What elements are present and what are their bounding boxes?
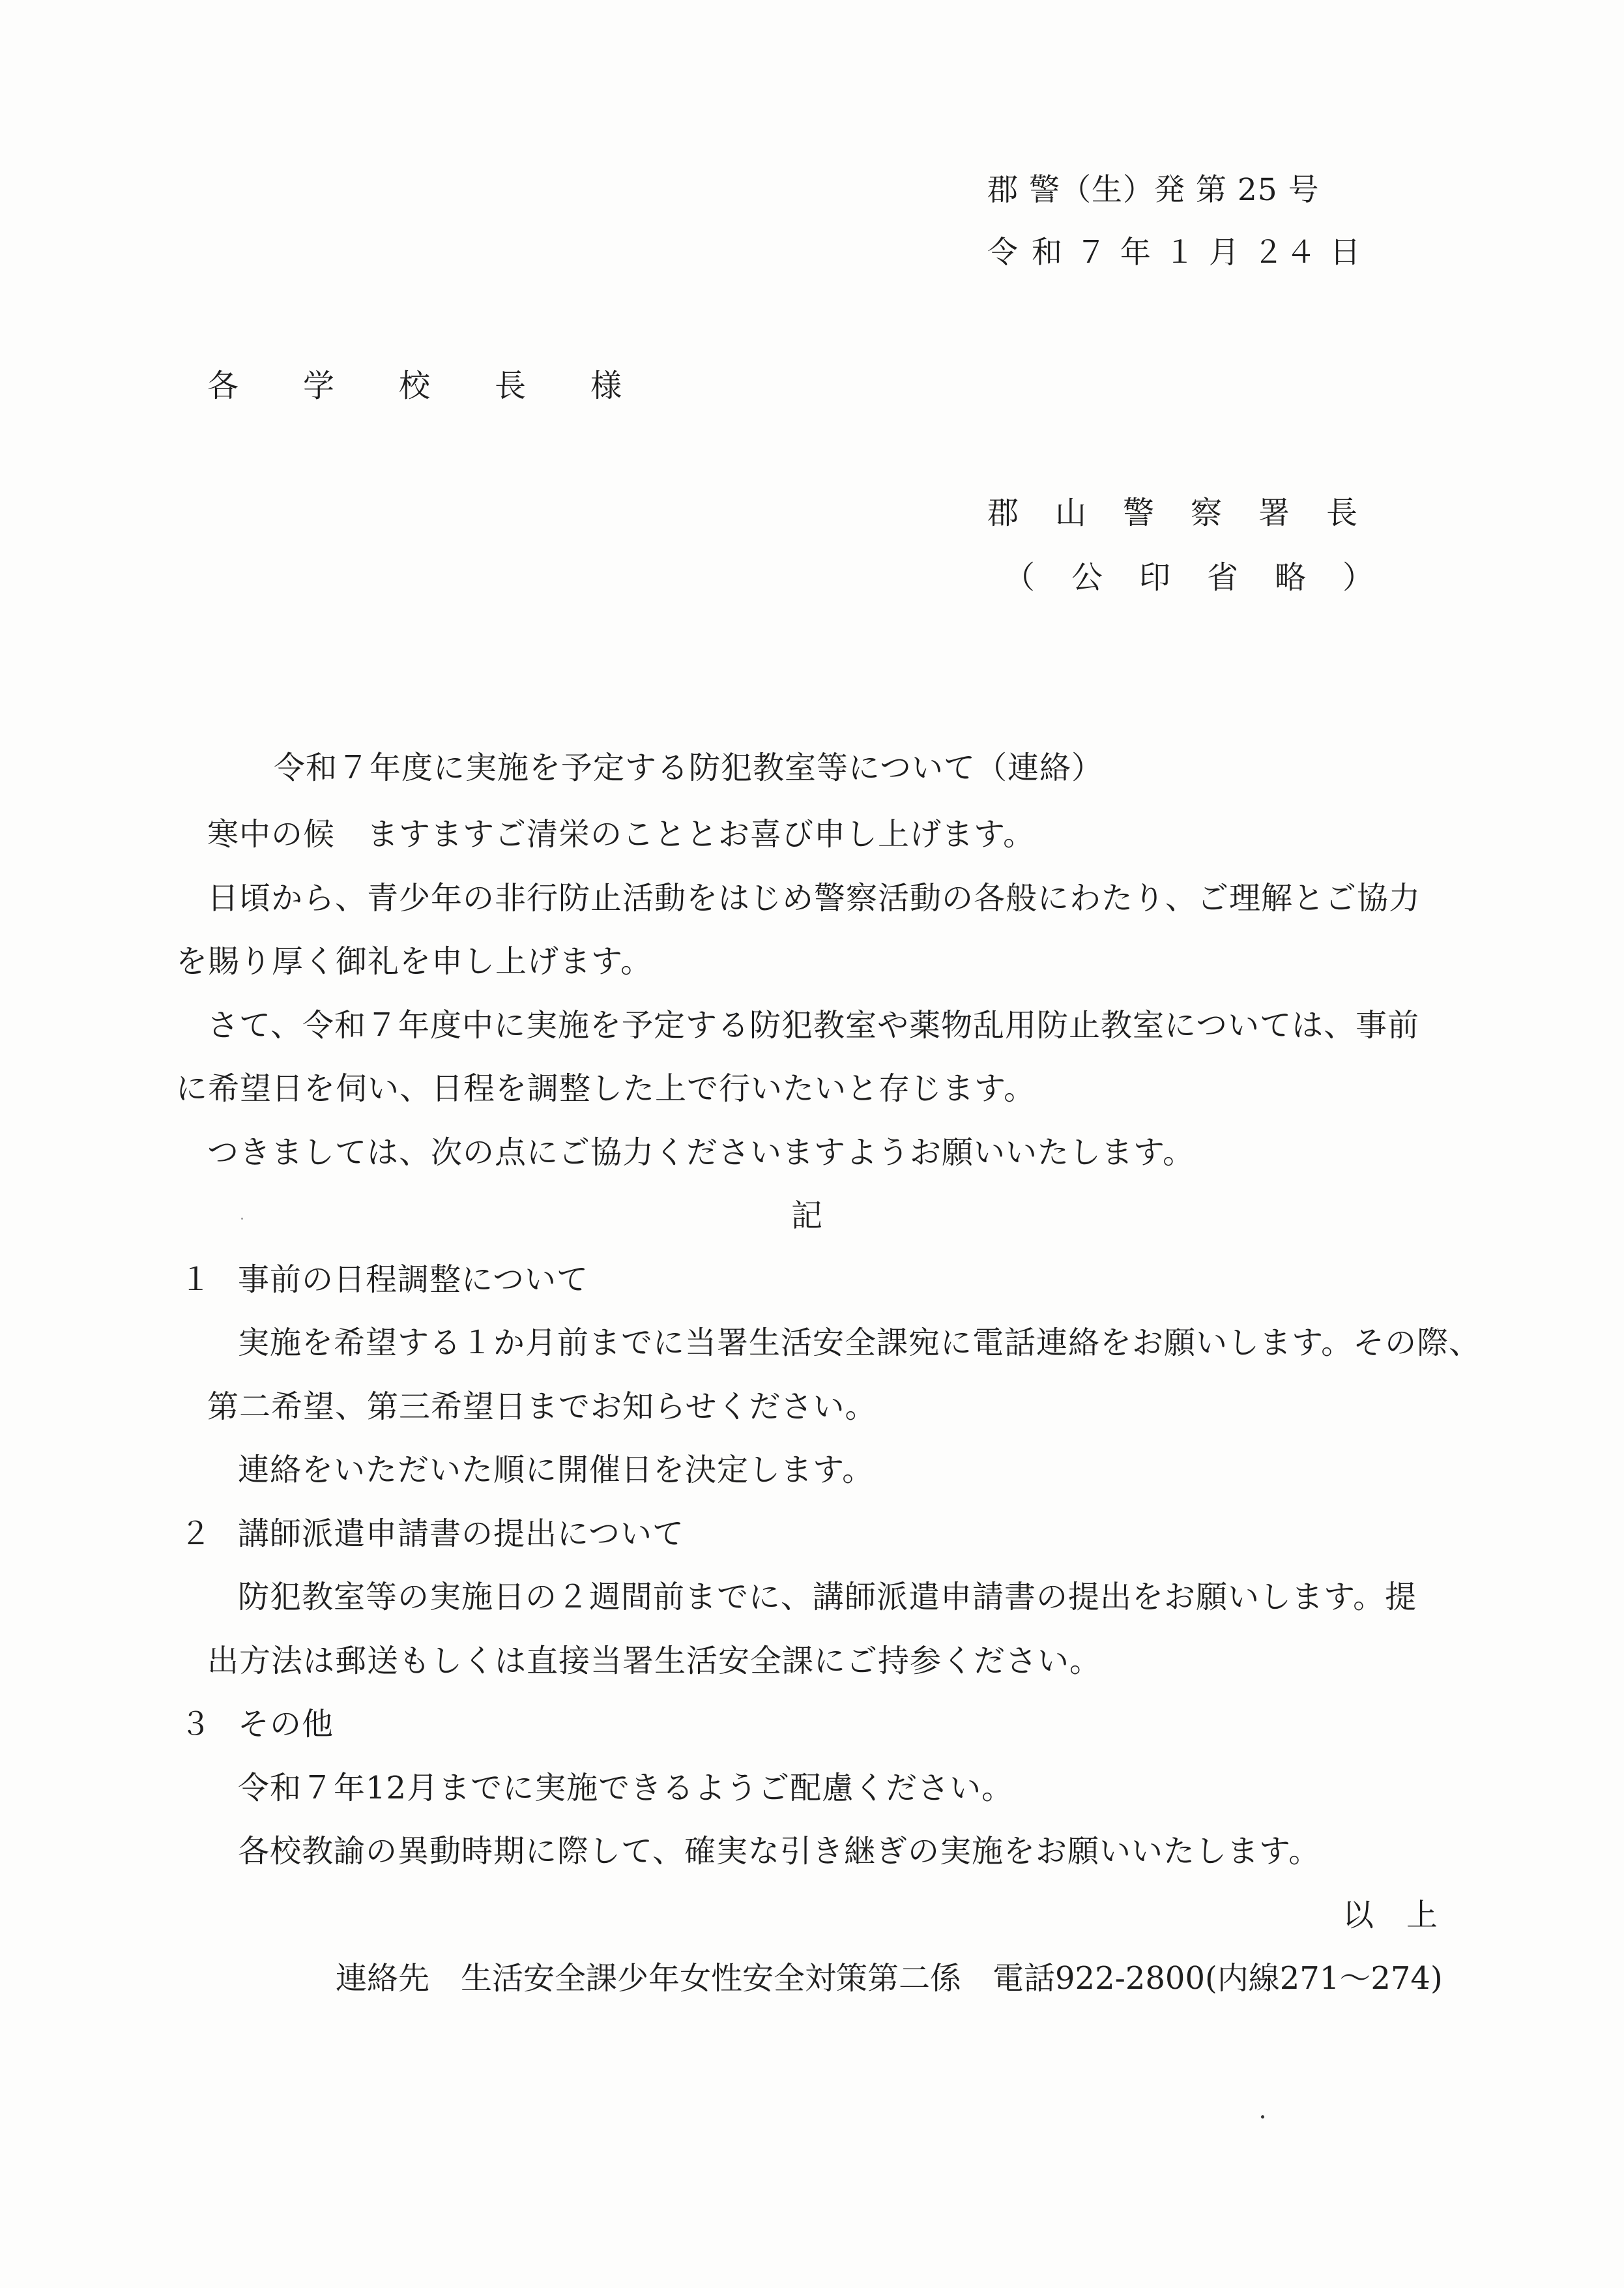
closing-text: 以 上 [1342, 1897, 1439, 1933]
item-2-heading: 講師派遣申請書の提出について [238, 1516, 685, 1552]
item-1-line-2: 第二希望、第三希望日までお知らせください。 [207, 1388, 877, 1425]
seal-omitted-note: （ 公 印 省 略 ） [1004, 559, 1377, 596]
sender-name: 郡 山 警 察 署 長 [987, 495, 1361, 531]
paragraph-1-line-1: 日頃から、青少年の非行防止活動をはじめ警察活動の各般にわたり、ご理解とご協力 [207, 880, 1421, 917]
contact-info: 連絡先 生活安全課少年女性安全対策第二係 電話922-2800(内線271～274) [336, 1960, 1443, 1997]
item-1-number: １ [180, 1261, 212, 1298]
item-1-heading: 事前の日程調整について [238, 1261, 589, 1298]
item-3-number: ３ [180, 1706, 212, 1742]
item-3-line-1: 令和７年12月までに実施できるようご配慮ください。 [238, 1770, 1014, 1806]
item-3-heading: その他 [238, 1706, 334, 1742]
item-2-number: ２ [180, 1516, 212, 1552]
item-3-line-2: 各校教諭の異動時期に際して、確実な引き継ぎの実施をお願いいたします。 [238, 1833, 1321, 1870]
ki-marker: 記 [791, 1197, 824, 1234]
scan-speck [241, 1218, 243, 1220]
document-date: 令 和 ７ 年 １ 月 ２４ 日 [987, 235, 1363, 271]
item-1-line-3: 連絡をいただいた順に開催日を決定します。 [238, 1452, 875, 1488]
document-title: 令和７年度に実施を予定する防犯教室等について（連絡） [274, 750, 1104, 786]
item-2-line-2: 出方法は郵送もしくは直接当署生活安全課にご持参ください。 [207, 1643, 1102, 1679]
item-2-line-1: 防犯教室等の実施日の２週間前までに、講師派遣申請書の提出をお願いします。提 [238, 1579, 1417, 1615]
greeting-text: 寒中の候 ますますご清栄のこととお喜び申し上げます。 [207, 816, 1036, 853]
recipient: 各 学 校 長 様 [207, 368, 623, 404]
scan-speck [1261, 2115, 1264, 2119]
document-number: 郡 警（生）発 第 25 号 [987, 172, 1320, 208]
paragraph-2-line-2: に希望日を伺い、日程を調整した上で行いたいと存じます。 [176, 1070, 1036, 1107]
paragraph-3: つきましては、次の点にご協力くださいますようお願いいたします。 [207, 1134, 1195, 1171]
paragraph-1-line-2: を賜り厚く御礼を申し上げます。 [176, 943, 653, 980]
item-1-line-1: 実施を希望する１か月前までに当署生活安全課宛に電話連絡をお願いします。その際、 [238, 1325, 1481, 1361]
paragraph-2-line-1: さて、令和７年度中に実施を予定する防犯教室や薬物乱用防止教室については、事前 [207, 1007, 1420, 1044]
